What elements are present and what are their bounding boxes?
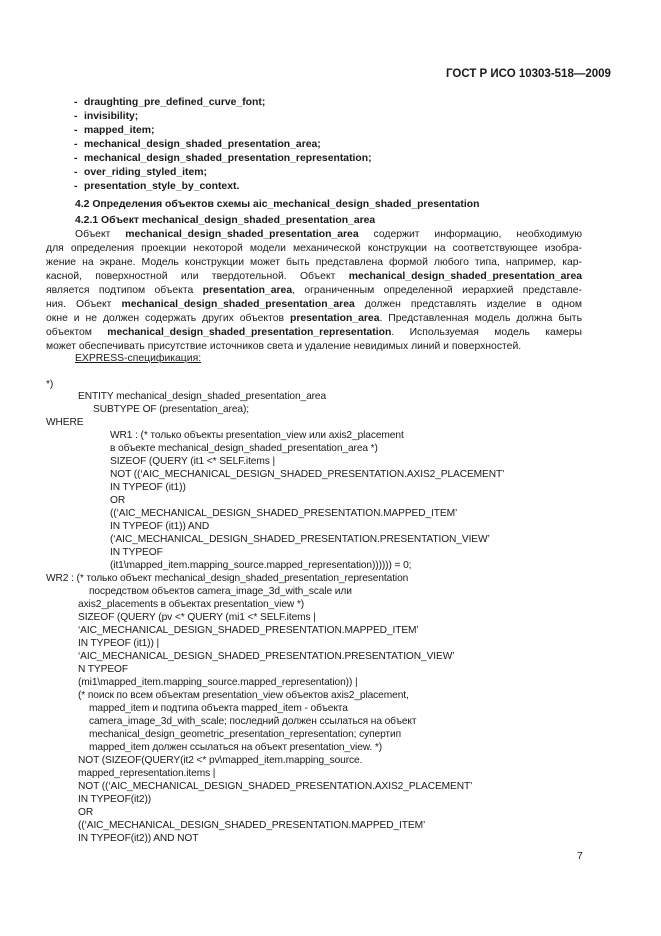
express-label: EXPRESS-спецификация: [75,353,202,364]
paragraph-line: касной, поверхностной или твердотельной. Объект mechanical_design_shaded_presentation_area [46,271,582,282]
code-line: WR1 : (* только объекты presentation_view или axis2_placement [110,430,404,441]
document-header: ГОСТ Р ИСО 10303-518—2009 [446,68,611,80]
code-line: IN TYPEOF (it1)) AND [110,521,210,532]
code-line: IN TYPEOF (it1)) | [78,638,160,649]
code-line: mechanical_design_geometric_presentation_representation; супертип [89,729,401,740]
list-item: - mapped_item; [74,125,155,136]
code-line: ENTITY mechanical_design_shaded_presentation_area [78,391,327,402]
code-line: SIZEOF (QUERY (it1 <* SELF.items | [110,456,276,467]
code-line: IN TYPEOF(it2)) AND NOT [78,833,199,844]
code-line: WR2 : (* только объект mechanical_design_shaded_presentation_representation [46,573,409,584]
code-line: OR [78,807,94,818]
list-item: - presentation_style_by_context. [74,181,240,192]
code-line: camera_image_3d_with_scale; последний должен ссылаться на объект [89,716,417,727]
list-item: - over_riding_styled_item; [74,167,207,178]
code-line: mapped_representation.items | [78,768,216,779]
code-line: IN TYPEOF (it1)) [110,482,186,493]
list-item: - draughting_pre_defined_curve_font; [74,97,266,108]
code-line: ((‘AIC_MECHANICAL_DESIGN_SHADED_PRESENTATION.MAPPED_ITEM’ [78,820,426,831]
code-line: IN TYPEOF [110,547,163,558]
list-item: - mechanical_design_shaded_presentation_representation; [74,153,372,164]
code-line: NOT (SIZEOF(QUERY(it2 <* pv\mapped_item.mapping_source. [78,755,363,766]
code-line: WHERE [46,417,84,428]
code-line: IN TYPEOF(it2)) [78,794,152,805]
code-line: SIZEOF (QUERY (pv <* QUERY (mi1 <* SELF.items | [78,612,316,623]
paragraph-line: жение на экране. Модель конструкции может быть представлена формой любого типа, например, кар- [46,257,582,268]
code-line: (* поиск по всем объектам presentation_view объектов axis2_placement, [78,690,409,701]
subsection-title: 4.2.1 Объект mechanical_design_shaded_presentation_area [75,215,376,226]
code-line: (mi1\mapped_item.mapping_source.mapped_representation)) | [78,677,358,688]
list-item: - mechanical_design_shaded_presentation_area; [74,139,321,150]
code-line: OR [110,495,126,506]
code-line: NOT ((‘AIC_MECHANICAL_DESIGN_SHADED_PRESENTATION.AXIS2_PLACEMENT’ [78,781,473,792]
code-line: NOT ((‘AIC_MECHANICAL_DESIGN_SHADED_PRESENTATION.AXIS2_PLACEMENT’ [110,469,505,480]
code-line: ‘AIC_MECHANICAL_DESIGN_SHADED_PRESENTATION.PRESENTATION_VIEW’ [78,651,455,662]
paragraph-line: окне и не должен содержать других объектов presentation_area. Представленная модель должна быть [46,313,582,324]
code-line: mapped_item и подтипа объекта mapped_item - объекта [89,703,348,714]
paragraph-line: объектом mechanical_design_shaded_presentation_representation. Используемая модель камеры [46,327,582,338]
code-line: посредством объектов camera_image_3d_with_scale или [89,586,352,597]
code-line: SUBTYPE OF (presentation_area); [93,404,250,415]
paragraph-line: может обеспечивать присутствие источников света и удаление невидимых линий и поверхностей. [46,341,522,352]
paragraph-line: Объект mechanical_design_shaded_presentation_area содержит информацию, необходимую [75,229,582,240]
code-line: N TYPEOF [78,664,128,675]
code-line: в объекте mechanical_design_shaded_presentation_area *) [110,443,378,454]
section-title: 4.2 Определения объектов схемы aic_mechanical_design_shaded_presentation [75,199,480,210]
code-line: mapped_item должен ссылаться на объект presentation_view. *) [89,742,383,753]
code-line: axis2_placements в объектах presentation_view *) [78,599,305,610]
code-line: (it1\mapped_item.mapping_source.mapped_representation)))))) = 0; [110,560,412,571]
code-line: (‘AIC_MECHANICAL_DESIGN_SHADED_PRESENTATION.PRESENTATION_VIEW’ [110,534,490,545]
paragraph-line: ния. Объект mechanical_design_shaded_presentation_area должен представлять изделие в одном [46,299,582,310]
code-line: *) [46,379,54,390]
list-item: - invisibility; [74,111,139,122]
page-number: 7 [577,851,583,862]
paragraph-line: для определения проекции некоторой модели механической конструкции на соответствующее изобра- [46,243,582,254]
paragraph-line: является подтипом объекта presentation_area, ограниченным определенной иерархией представле- [46,285,583,296]
code-line: ‘AIC_MECHANICAL_DESIGN_SHADED_PRESENTATION.MAPPED_ITEM’ [78,625,419,636]
code-line: ((‘AIC_MECHANICAL_DESIGN_SHADED_PRESENTATION.MAPPED_ITEM’ [110,508,458,519]
